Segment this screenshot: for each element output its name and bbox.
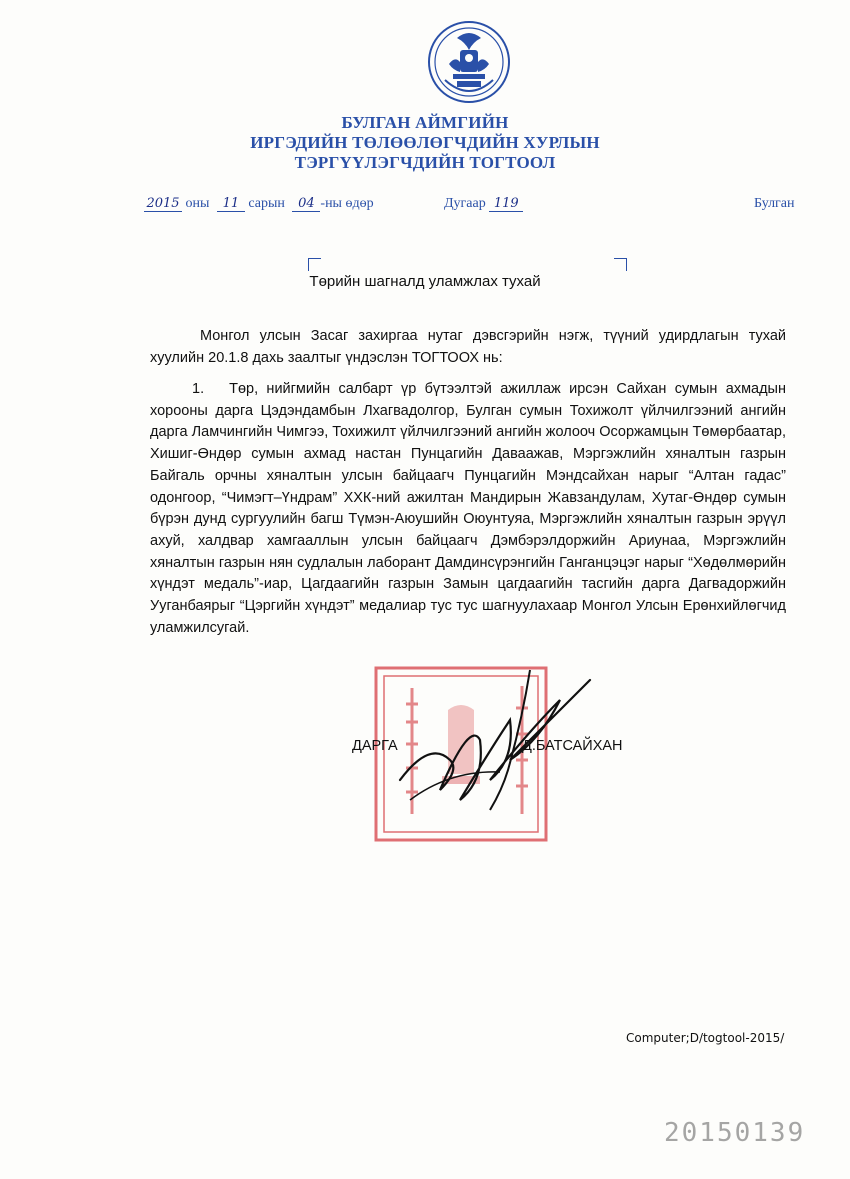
date-line: [144, 196, 374, 212]
date-day: 04: [292, 196, 320, 212]
date-month: 11: [217, 196, 245, 212]
subject-title: Төрийн шагналд уламжлах тухай: [309, 273, 541, 290]
header-line-resolution: ТЭРГҮҮЛЭГЧДИЙН ТОГТООЛ: [294, 153, 556, 172]
signer-name: Д.БАТСАЙХАН: [522, 738, 623, 754]
place-name: Булган: [754, 196, 795, 211]
date-year-label: оны: [185, 196, 210, 211]
resolution-item-1: [150, 379, 786, 639]
document-number: 119: [489, 196, 523, 212]
subject-corner-right: [614, 258, 627, 271]
item-number: 1.: [192, 381, 205, 397]
number-label: Дугаар: [444, 196, 486, 211]
header-line-council: ИРГЭДИЙН ТӨЛӨӨЛӨГЧДИЙН ХУРЛЫН: [250, 133, 600, 152]
date-month-label: сарын: [248, 196, 285, 211]
item-text: Төр, нийгмийн салбарт үр бүтээлтэй ажиллаж ирсэн Сайхан сумын ахмадын хорооны дарга Цэдэндамбын Лхагвадолгор, Булган сумын Тохижолт үйлчилгээний ангийн дарга Ламчингийн Чимгээ, Тохижилт үйлчилгээний ангийн жолооч Осоржамцын Төмөрбаатар, Хишиг-Өндөр сумын ахмад настан Пунцагийн Даваажав, Мэргэжлийн хяналтын газрын Байгаль орчны хяналтын улсын байцаагч Пунцагийн Мэндсайхан нарыг “Алтан гадас” одонгоор, “Чимэгт–Үндрам” ХХК-ний ажилтан Мандирын Жавзандулам, Хутаг-Өндөр сумын бүрэн дунд сургуулийн багш Түмэн-Аюушийн Оюунтуяа, Мэргэжлийн хяналтын газрын эрүүл ахуй, халдвар хамгааллын улсын байцаагч Дэмбэрэлдоржийн Ариунаа, Мэргэжлийн хяналтын газрын нян судлалын лаборант Дамдинсүрэнгийн Ганганцэцэг нарыг “Хөдөлмөрийн хүндэт медаль”-иар, Цагдаагийн газрын Замын цагдаагийн тасгийн дарга Дагвадоржийн Ууганбаярыг “Цэргийн хүндэт” медалиар тус тус шагнуулахаар Монгол Улсын Ерөнхийлөгчид уламжилсугай.: [150, 381, 786, 636]
subject-corner-left: [308, 258, 321, 271]
header-line-aimag: БУЛГАН АЙМГИЙН: [341, 113, 509, 132]
file-path-note: Computer;D/togtool-2015/: [626, 1031, 785, 1045]
registration-number: 20150139: [664, 1118, 806, 1148]
intro-paragraph: Монгол улсын Засаг захиргаа нутаг дэвсгэрийн нэгж, түүний удирдлагын тухай хуулийн 20.1.8 дахь заалтыг үндэслэн ТОГТООХ нь:: [150, 328, 786, 366]
number-line: [444, 196, 523, 212]
state-emblem-icon: [427, 20, 511, 104]
date-year: 2015: [144, 196, 182, 212]
signer-title: ДАРГА: [352, 738, 398, 754]
date-day-label: -ны өдөр: [320, 196, 374, 211]
